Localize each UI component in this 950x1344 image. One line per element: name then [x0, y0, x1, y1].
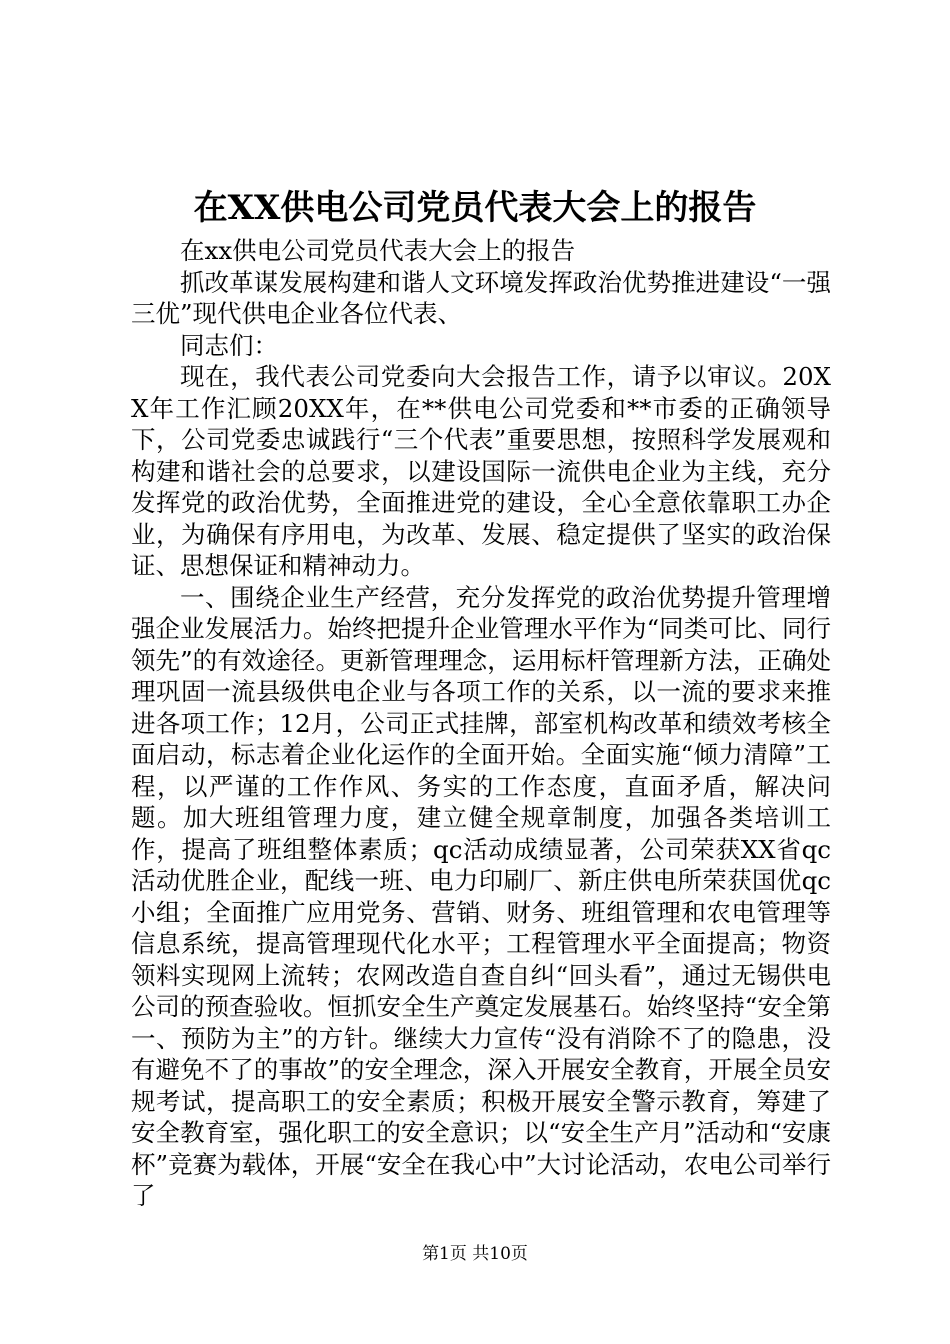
- document-title: 在XX供电公司党员代表大会上的报告: [193, 188, 757, 228]
- document-body: [131, 235, 831, 1212]
- paragraph-subtitle: 在xx供电公司党员代表大会上的报告: [180, 236, 576, 265]
- page-number-footer: 第1页 共10页: [422, 1244, 528, 1264]
- paragraph-salutation: 同志们：: [180, 330, 278, 360]
- paragraph-theme: 抓改革谋发展构建和谐人文环境发挥政治优势推进建设“一强三优”现代供电企业各位代表、: [131, 267, 831, 328]
- paragraph-section-one: 一、围绕企业生产经营，充分发挥党的政治优势提升管理增强企业发展活力。始终把提升企业管理水平作为“同类可比、同行领先”的有效途径。更新管理理念，运用标杆管理新方法，正确处理巩固一流县级供电企业与各项工作的关系，以一流的要求来推进各项工作；12月，公司正式挂牌，部室机构改革和绩效考核全面启动，标志着企业化运作的全面开始。全面实施“倾力清障”工程，以严谨的工作作风、务实的工作态度，直面矛盾，解决问题。加大班组管理力度，建立健全规章制度，加强各类培训工作，提高了班组整体素质；qc活动成绩显著，公司荣获XX省qc活动优胜企业，配线一班、电力印刷厂、新庄供电所荣获国优qc小组；全面推广应用党务、营销、财务、班组管理和农电管理等信息系统，提高管理现代化水平；工程管理水平全面提高；物资领料实现网上流转；农网改造自查自纠“回头看”，通过无锡供电公司的预查验收。恒抓安全生产奠定发展基石。始终坚持“安全第一、预防为主”的方针。继续大力宣传“没有消除不了的隐患，没有避免不了的事故”的安全理念，深入开展安全教育，开展全员安规考试，提高职工的安全素质；积极开展安全警示教育，筹建了安全教育室，强化职工的安全意识；以“安全生产月”活动和“安康杯”竞赛为载体，开展“安全在我心中”大讨论活动，农电公司举行了: [131, 582, 831, 1210]
- paragraph-intro: 现在，我代表公司党委向大会报告工作，请予以审议。20XX年工作汇顾20XX年，在**供电公司党委和**市委的正确领导下，公司党委忠诚践行“三个代表”重要思想，按照科学发展观和构建和谐社会的总要求，以建设国际一流供电企业为主线，充分发挥党的政治优势，全面推进党的建设，全心全意依靠职工办企业，为确保有序用电，为改革、发展、稳定提供了坚实的政治保证、思想保证和精神动力。: [131, 362, 831, 580]
